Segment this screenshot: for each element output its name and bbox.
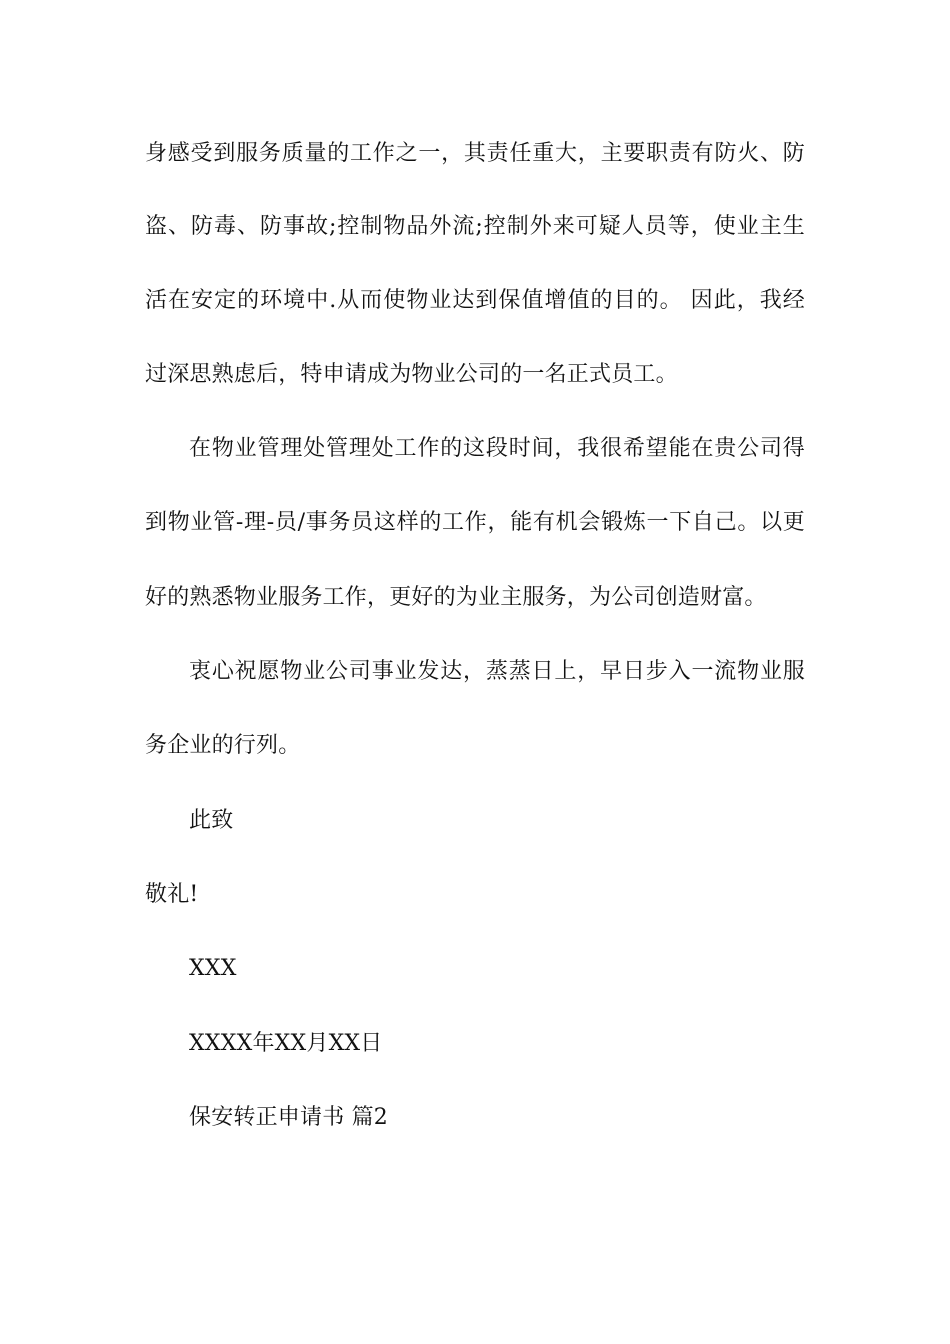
signature-name: XXX bbox=[189, 956, 237, 981]
closing-salutation: 此致 bbox=[189, 808, 234, 833]
paragraph-3-line-2: 务企业的行列。 bbox=[145, 733, 301, 758]
body-line-2: 盗、防毒、防事故;控制物品外流;控制外来可疑人员等，使业主生 bbox=[145, 214, 805, 239]
body-line-4: 过深思熟虑后，特申请成为物业公司的一名正式员工。 bbox=[145, 362, 678, 387]
paragraph-2-line-3: 好的熟悉物业服务工作，更好的为业主服务，为公司创造财富。 bbox=[145, 585, 767, 610]
body-line-3: 活在安定的环境中.从而使物业达到保值增值的目的。 因此，我经 bbox=[145, 288, 805, 313]
paragraph-2-line-1: 在物业管理处管理处工作的这段时间，我很希望能在贵公司得 bbox=[189, 436, 805, 461]
paragraph-2-line-2: 到物业管-理-员/事务员这样的工作，能有机会锻炼一下自己。以更 bbox=[145, 510, 805, 535]
closing-regards: 敬礼! bbox=[145, 882, 199, 907]
signature-date: XXXX年XX月XX日 bbox=[189, 1031, 383, 1056]
body-line-1: 身感受到服务质量的工作之一，其责任重大，主要职责有防火、防 bbox=[145, 141, 805, 166]
paragraph-3-line-1: 衷心祝愿物业公司事业发达，蒸蒸日上，早日步入一流物业服 bbox=[189, 659, 805, 684]
next-section-title: 保安转正申请书 篇2 bbox=[189, 1105, 388, 1130]
